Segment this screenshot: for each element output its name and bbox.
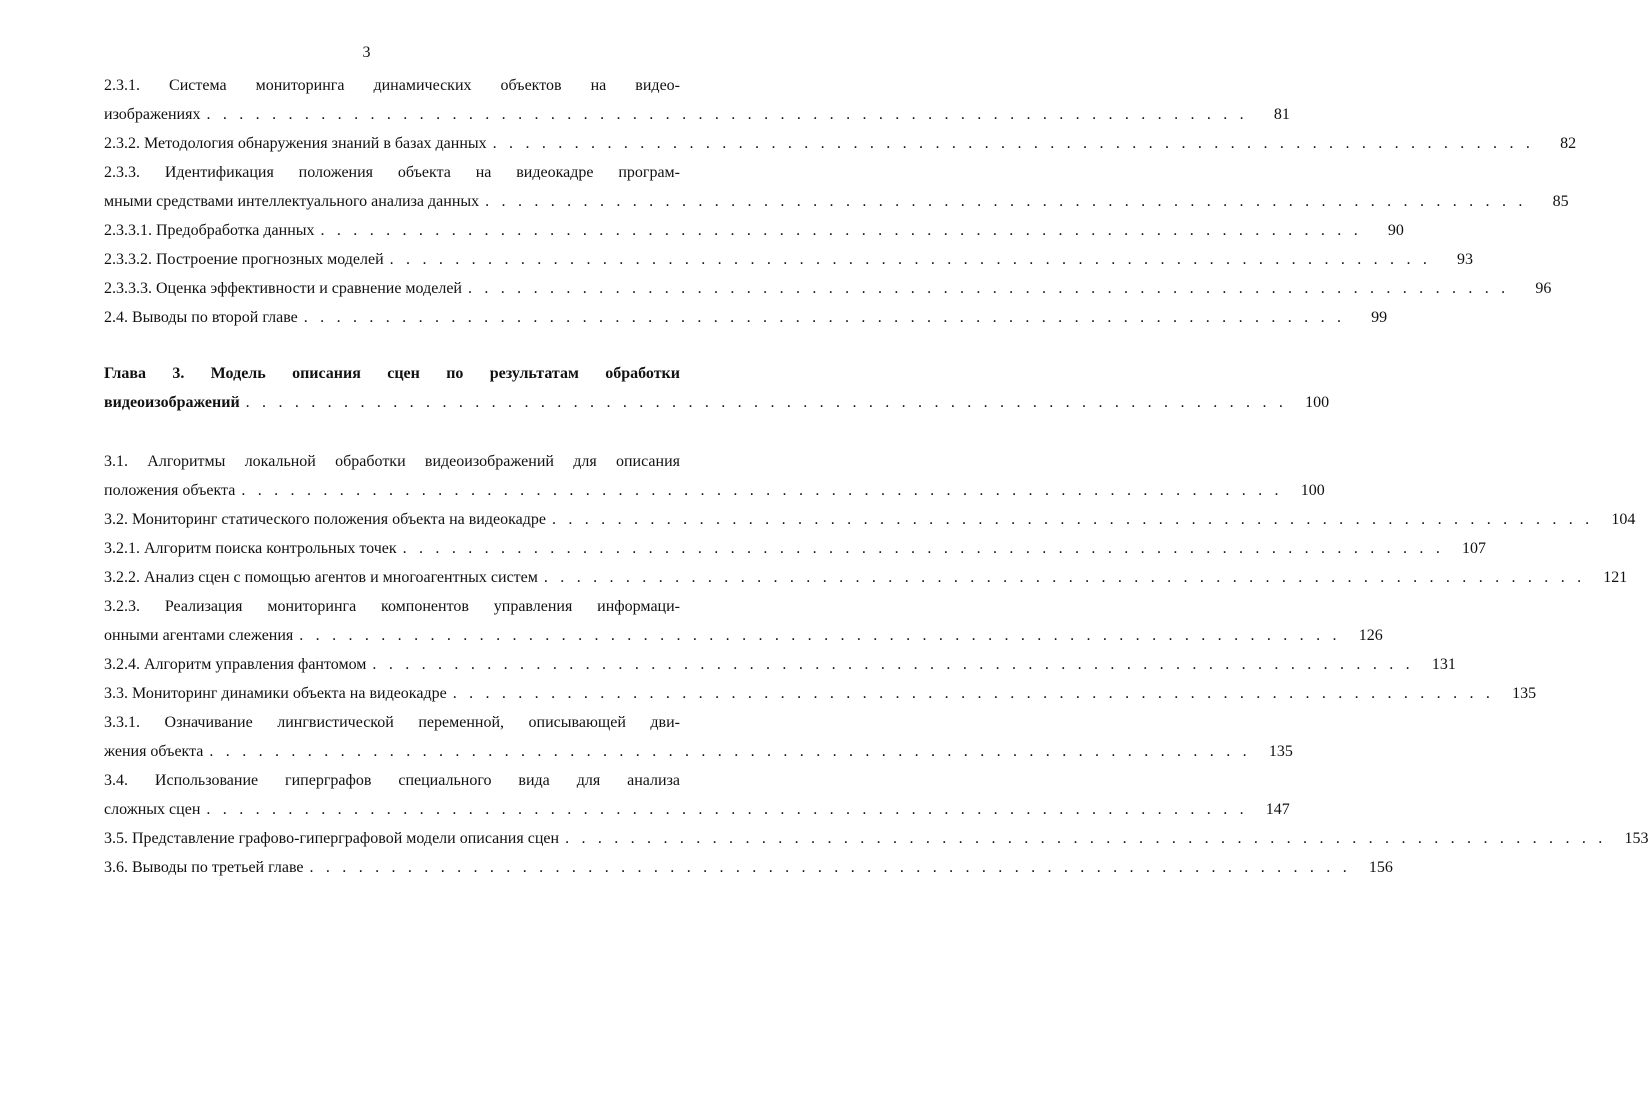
toc-page-number: 104 xyxy=(1611,511,1636,528)
toc-entry-text: 2.3.3.2. Построение прогнозных моделей xyxy=(104,251,384,268)
dot-leader: . . . . . . . . . . . . . . . . . . . . . . . . . . . . . . . . . . . . . . . . . . . . . . . . . . . . . . . . . . . . . . . . xyxy=(303,309,1346,326)
toc-entry xyxy=(104,220,1404,242)
dot-leader: . . . . . . . . . . . . . . . . . . . . . . . . . . . . . . . . . . . . . . . . . . . . . . . . . . . . . . . . . . . . . . . . xyxy=(320,222,1362,239)
toc-entry-text: 2.3.3. Идентификация положения объекта на видеокадре програм- xyxy=(104,164,680,181)
toc-line xyxy=(104,451,680,473)
dot-leader: . . . . . . . . . . . . . . . . . . . . . . . . . . . . . . . . . . . . . . . . . . . . . . . . . . . . . . . . . . . . . . . . xyxy=(372,656,1414,673)
toc-page-number: 99 xyxy=(1371,309,1388,326)
toc-entry-text: 3.3.1. Означивание лингвистической переменной, описывающей дви- xyxy=(104,714,680,731)
toc-entry-text: положения объекта xyxy=(104,482,236,499)
toc-entry-text: 3.4. Использование гиперграфов специального вида для анализа xyxy=(104,772,680,789)
toc-entry-text: 3.6. Выводы по третьей главе xyxy=(104,859,304,876)
toc-entry xyxy=(104,191,1569,213)
dot-leader: . . . . . . . . . . . . . . . . . . . . . . . . . . . . . . . . . . . . . . . . . . . . . . . . . . . . . . . . . . . . . . . . xyxy=(551,511,1594,528)
toc-page-number: 121 xyxy=(1603,569,1628,586)
toc-entry-text: 3.2.1. Алгоритм поиска контрольных точек xyxy=(104,540,397,557)
toc-entry xyxy=(104,567,1628,589)
toc-entry xyxy=(104,828,1648,850)
toc-entry-text: 3.2. Мониторинг статического положения объекта на видеокадре xyxy=(104,511,546,528)
toc-entry xyxy=(104,741,1293,763)
dot-leader: . . . . . . . . . . . . . . . . . . . . . . . . . . . . . . . . . . . . . . . . . . . . . . . . . . . . . . . . . . . . . . . . xyxy=(467,280,1510,297)
toc-page-number: 131 xyxy=(1431,656,1456,673)
dot-leader: . . . . . . . . . . . . . . . . . . . . . . . . . . . . . . . . . . . . . . . . . . . . . . . . . . . . . . . . . . . . . . . . xyxy=(485,193,1527,210)
dot-leader: . . . . . . . . . . . . . . . . . . . . . . . . . . . . . . . . . . . . . . . . . . . . . . . . . . . . . . . . . . . . . . . . xyxy=(402,540,1445,557)
page-number: 3 xyxy=(362,44,371,61)
toc-entry-text: жения объекта xyxy=(104,743,204,760)
toc-entry xyxy=(104,799,1290,821)
toc-entry xyxy=(104,654,1456,676)
toc-entry xyxy=(104,278,1552,300)
toc-page-number: 96 xyxy=(1535,280,1552,297)
toc-entry xyxy=(104,509,1636,531)
dot-leader: . . . . . . . . . . . . . . . . . . . . . . . . . . . . . . . . . . . . . . . . . . . . . . . . . . . . . . . . . . . . . . . . xyxy=(543,569,1586,586)
toc-page-number: 107 xyxy=(1462,540,1487,557)
toc-line xyxy=(104,75,680,97)
toc-page-number: 147 xyxy=(1265,801,1290,818)
toc-entry xyxy=(104,480,1325,502)
chapter-heading-text: видеоизображений xyxy=(104,394,240,411)
chapter-heading-entry xyxy=(104,392,1330,414)
toc-page-number: 135 xyxy=(1268,743,1293,760)
chapter-heading-line xyxy=(104,363,680,385)
toc-page-number: 135 xyxy=(1512,685,1537,702)
toc-page-number: 85 xyxy=(1552,193,1569,210)
dot-leader: . . . . . . . . . . . . . . . . . . . . . . . . . . . . . . . . . . . . . . . . . . . . . . . . . . . . . . . . . . . . . . . . xyxy=(452,685,1495,702)
toc-entry-text: 3.5. Представление графово-гиперграфовой модели описания сцен xyxy=(104,830,560,847)
toc-entry xyxy=(104,307,1388,329)
toc-entry-text: 3.1. Алгоритмы локальной обработки видеоизображений для описания xyxy=(104,453,680,470)
toc-entry-text: изображениях xyxy=(104,106,201,123)
toc-page-number: 126 xyxy=(1358,627,1383,644)
toc-entry-text: 2.3.3.3. Оценка эффективности и сравнение моделей xyxy=(104,280,462,297)
toc-line xyxy=(104,712,680,734)
dot-leader: . . . . . . . . . . . . . . . . . . . . . . . . . . . . . . . . . . . . . . . . . . . . . . . . . . . . . . . . . . . . . . . . xyxy=(206,106,1248,123)
dot-leader: . . . . . . . . . . . . . . . . . . . . . . . . . . . . . . . . . . . . . . . . . . . . . . . . . . . . . . . . . . . . . . . . xyxy=(241,482,1283,499)
dot-leader: . . . . . . . . . . . . . . . . . . . . . . . . . . . . . . . . . . . . . . . . . . . . . . . . . . . . . . . . . . . . . . . . xyxy=(209,743,1251,760)
dot-leader: . . . . . . . . . . . . . . . . . . . . . . . . . . . . . . . . . . . . . . . . . . . . . . . . . . . . . . . . . . . . . . . . xyxy=(309,859,1351,876)
toc-entry-text: 2.3.3.1. Предобработка данных xyxy=(104,222,315,239)
toc-entry-text: 3.2.4. Алгоритм управления фантомом xyxy=(104,656,367,673)
toc-page-number: 156 xyxy=(1368,859,1393,876)
toc-page-number: 100 xyxy=(1300,482,1325,499)
dot-leader: . . . . . . . . . . . . . . . . . . . . . . . . . . . . . . . . . . . . . . . . . . . . . . . . . . . . . . . . . . . . . . . . xyxy=(245,394,1288,411)
toc-entry-text: 2.3.2. Методология обнаружения знаний в базах данных xyxy=(104,135,487,152)
dot-leader: . . . . . . . . . . . . . . . . . . . . . . . . . . . . . . . . . . . . . . . . . . . . . . . . . . . . . . . . . . . . . . . . xyxy=(565,830,1607,847)
dot-leader: . . . . . . . . . . . . . . . . . . . . . . . . . . . . . . . . . . . . . . . . . . . . . . . . . . . . . . . . . . . . . . . . xyxy=(492,135,1535,152)
toc-entry xyxy=(104,104,1290,126)
dot-leader: . . . . . . . . . . . . . . . . . . . . . . . . . . . . . . . . . . . . . . . . . . . . . . . . . . . . . . . . . . . . . . . . xyxy=(389,251,1432,268)
toc-line xyxy=(104,162,680,184)
toc-entry-text: 2.4. Выводы по второй главе xyxy=(104,309,298,326)
toc-entry-text: онными агентами слежения xyxy=(104,627,294,644)
toc-line xyxy=(104,596,680,618)
toc-page-number: 90 xyxy=(1387,222,1404,239)
toc-entry-text: 2.3.1. Система мониторинга динамических объектов на видео- xyxy=(104,77,680,94)
toc-entry-text: 3.2.3. Реализация мониторинга компонентов управления информаци- xyxy=(104,598,680,615)
toc-entry xyxy=(104,249,1474,271)
toc-page-number: 82 xyxy=(1560,135,1577,152)
toc-entry-text: сложных сцен xyxy=(104,801,201,818)
toc-entry xyxy=(104,683,1537,705)
toc-page-number: 153 xyxy=(1624,830,1648,847)
toc-page-number: 100 xyxy=(1305,394,1330,411)
toc-entry xyxy=(104,538,1487,560)
chapter-heading-text: Глава 3. Модель описания сцен по результатам обработки xyxy=(104,365,680,382)
toc-entry xyxy=(104,133,1577,155)
dot-leader: . . . . . . . . . . . . . . . . . . . . . . . . . . . . . . . . . . . . . . . . . . . . . . . . . . . . . . . . . . . . . . . . xyxy=(299,627,1341,644)
toc-entry xyxy=(104,625,1383,647)
dot-leader: . . . . . . . . . . . . . . . . . . . . . . . . . . . . . . . . . . . . . . . . . . . . . . . . . . . . . . . . . . . . . . . . xyxy=(206,801,1248,818)
toc-page-number: 93 xyxy=(1457,251,1474,268)
toc-page-number: 81 xyxy=(1273,106,1290,123)
toc-entry xyxy=(104,857,1393,879)
toc-line xyxy=(104,770,680,792)
toc-entry-text: 3.3. Мониторинг динамики объекта на видеокадре xyxy=(104,685,447,702)
toc-entry-text: мными средствами интеллектуального анализа данных xyxy=(104,193,480,210)
toc-entry-text: 3.2.2. Анализ сцен с помощью агентов и многоагентных систем xyxy=(104,569,538,586)
